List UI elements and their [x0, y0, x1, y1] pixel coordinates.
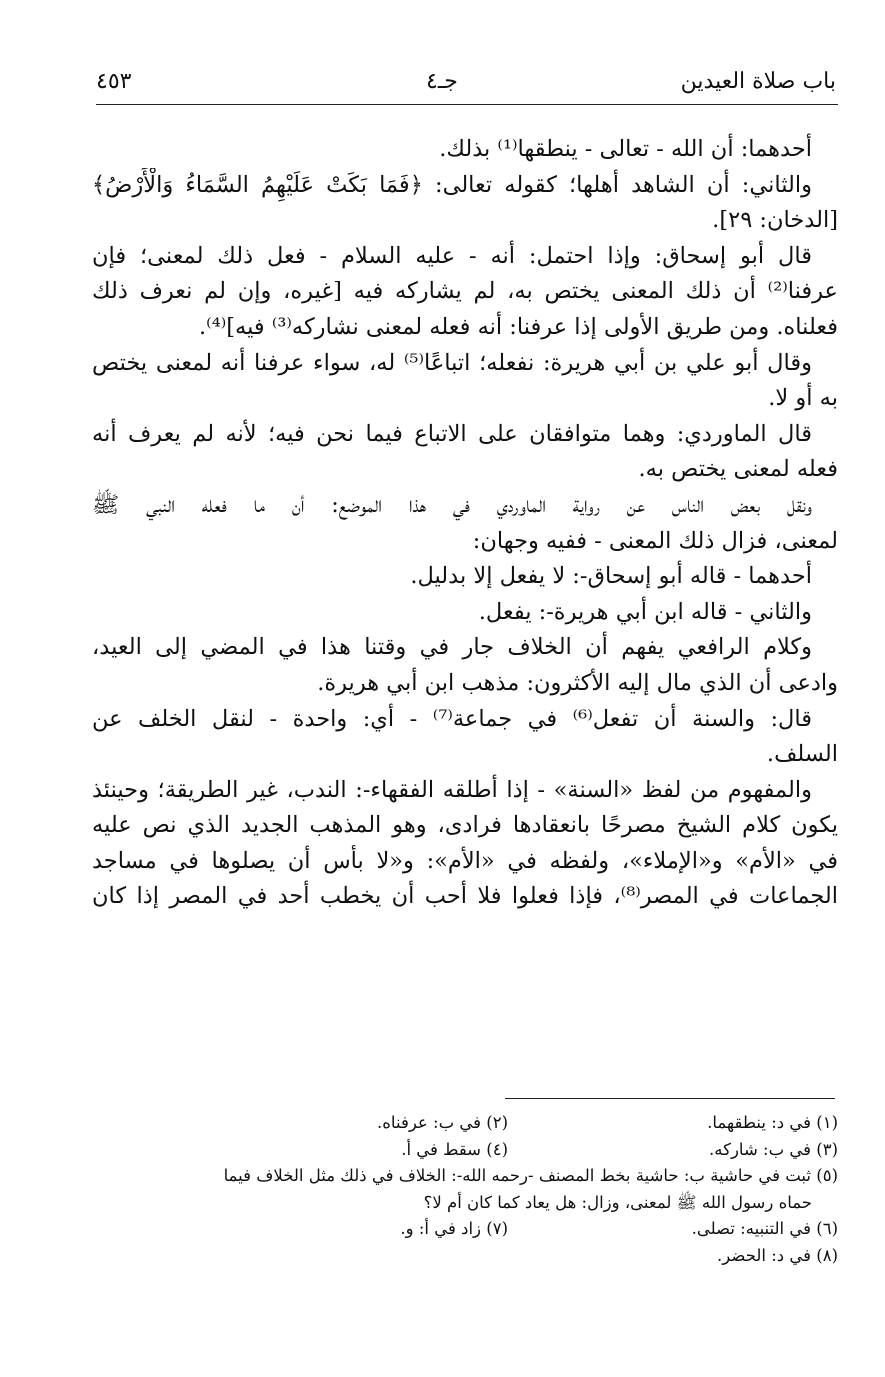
text-line: وكلام الرافعي يفهم أن الخلاف جار في وقتنا هذا في المضي إلى العيد، [92, 634, 812, 661]
text-line: وادعى أن الذي مال إليه الأكثرون: مذهب ابن أبي هريرة. [317, 669, 838, 696]
footnote-1: (١) في د: ينطقهما. [707, 1113, 838, 1132]
footnote-8: (٨) في د: الحضر. [717, 1245, 838, 1265]
footnote-4: (٤) سقط في أ. [401, 1139, 508, 1159]
footnote-6: (٦) في التنبيه: تصلى. [691, 1219, 838, 1238]
chapter-title: باب صلاة العيدين [680, 69, 836, 94]
footnote-5: (٥) ثبت في حاشية ب: حاشية بخط المصنف -رحمه الله-: الخلاف في ذلك مثل الخلاف فيما [223, 1166, 838, 1185]
text-line: يكون كلام الشيخ مصرحًا بانعقادها فرادى، وهو المذهب الجديد الذي نص عليه [92, 812, 838, 839]
text-line: الجماعات في المصر⁽⁸⁾، فإذا فعلوا فلا أحب أن يخطب أحد في المصر إذا كان [92, 883, 838, 910]
footnotes [92, 1110, 838, 1269]
footnote-5-continued: حماه رسول الله ﷺ لمعنى، وزال: هل يعاد كما كان أم لا؟ [423, 1192, 812, 1212]
text-line: قال الماوردي: وهما متوافقان على الاتباع فيما نحن فيه؛ لأنه لم يعرف أنه [92, 420, 812, 447]
text-line: به أو لا. [768, 385, 838, 412]
page-header [96, 66, 836, 106]
text-line: ونقل بعض الناس عن رواية الماوردي في هذا الموضع: أن ما فعله النبي ﷺ [92, 491, 812, 518]
text-line: [الدخان: ٢٩]. [712, 207, 838, 234]
text-line: أحدهما - قاله أبو إسحاق-: لا يفعل إلا بدليل. [410, 563, 812, 590]
text-line: في «الأم» و«الإملاء»، ولفظه في «الأم»: و«لا بأس أن يصلوها في مساجد [92, 847, 838, 874]
page-number: ٤٥٣ [96, 69, 132, 94]
footnote-2: (٢) في ب: عرفناه. [377, 1113, 508, 1132]
footnote-7: (٧) زاد في أ: و. [400, 1219, 508, 1238]
text-line: والثاني - قاله ابن أبي هريرة-: يفعل. [478, 598, 812, 625]
text-line: قال أبو إسحاق: وإذا احتمل: أنه - عليه السلام - فعل ذلك لمعنى؛ فإن [92, 242, 812, 269]
text-line: والثاني: أن الشاهد أهلها؛ كقوله تعالى: ﴿فَمَا بَكَتْ عَلَيْهِمُ السَّمَاءُ وَالْأَرْضُ﴾ [92, 171, 812, 198]
volume-label: جـ٤ [426, 69, 458, 94]
text-line: قال: والسنة أن تفعل⁽⁶⁾ في جماعة⁽⁷⁾ - أي: واحدة - لنقل الخلف عن [92, 705, 812, 732]
text-line: أحدهما: أن الله - تعالى - ينطقها⁽¹⁾ بذلك. [439, 136, 812, 162]
footnote-rule [505, 1098, 835, 1099]
text-line: فعله لمعنى يختص به. [638, 456, 838, 483]
header-rule [96, 104, 838, 105]
text-line: والمفهوم من لفظ «السنة» - إذا أطلقه الفقهاء-: الندب، غير الطريقة؛ وحينئذ [92, 776, 812, 803]
text-line: السلف. [766, 741, 838, 768]
text-line: عرفنا⁽²⁾ أن ذلك المعنى يختص به، لم يشاركه فيه [غيره، وإن لم نعرف ذلك [92, 278, 838, 305]
text-line: فعلناه. ومن طريق الأولى إذا عرفنا: أنه فعله لمعنى نشاركه⁽³⁾ فيه]⁽⁴⁾. [199, 313, 838, 340]
main-text [92, 132, 838, 915]
text-line: لمعنى، فزال ذلك المعنى - ففيه وجهان: [472, 527, 838, 554]
footnote-3: (٣) في ب: شاركه. [709, 1139, 838, 1159]
text-line: وقال أبو علي بن أبي هريرة: نفعله؛ اتباعًا⁽⁵⁾ له، سواء عرفنا أنه لمعنى يختص [92, 349, 812, 376]
